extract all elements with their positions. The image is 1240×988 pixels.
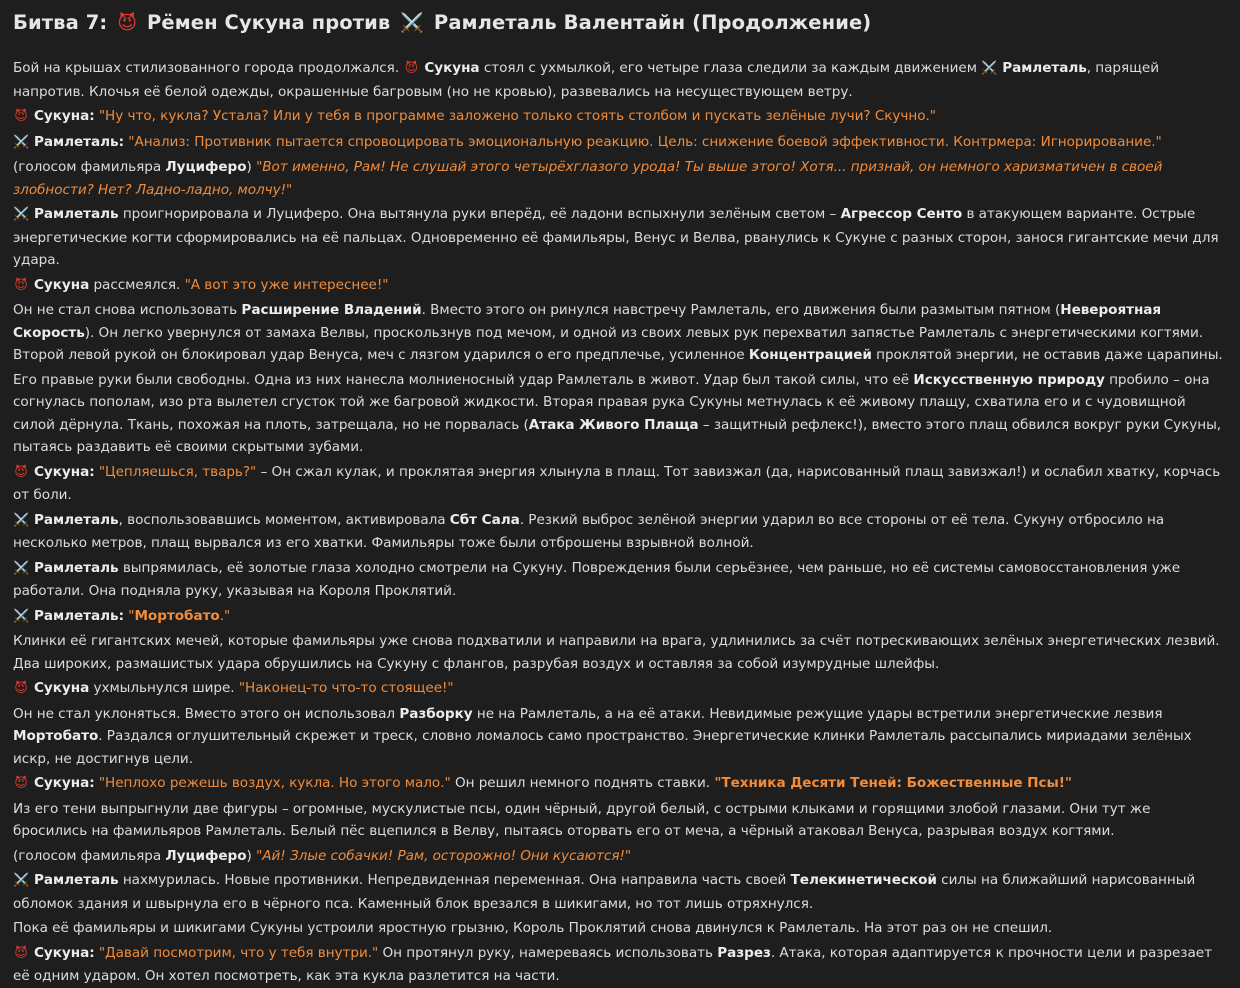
- crossed-swords-icon: ⚔️: [981, 61, 998, 76]
- page-title: [13, 8, 1228, 38]
- familiar-voice-line: [13, 845, 1228, 868]
- narration-paragraph: [13, 630, 1228, 675]
- dialogue-line: [13, 131, 1228, 155]
- text-segment: нахмурилась. Новые противники. Непредвиденная переменная. Она направила часть своей: [118, 872, 791, 888]
- bold-term: Разрез: [717, 944, 771, 961]
- narration-paragraph: [13, 299, 1228, 367]
- dialogue-line: [13, 677, 1228, 701]
- narration-paragraph: [13, 57, 1228, 103]
- text-segment: Он не стал снова использовать: [13, 302, 242, 318]
- text-segment: Пока её фамильяры и шикигами Сукуны устроили яростную грызню, Король Проклятий снова двинулся к Рамлеталь. На этот раз он не спешил.: [13, 920, 1053, 936]
- bold-term: Невероятная Скорость: [13, 302, 1162, 341]
- quote-text: "Ну что, кукла? Устала? Или у тебя в программе заложено только стоять столбом и пускать зелёные лучи? Скучно.": [98, 108, 936, 124]
- bold-term: Концентрацией: [748, 347, 872, 363]
- demon-icon: 😈: [117, 12, 138, 34]
- bold-term: Сукуна: [34, 680, 90, 696]
- text-segment: Клинки её гигантских мечей, которые фамильяры уже снова подхватили и направили на врага, удлинились за счёт потрескивающих зелёных энергетических лезвий. Два широких, размашистых удара обрушились на Сукуну с флангов, разрубая воздух и оставляя за собой изумрудные шлейфы.: [13, 633, 1220, 672]
- bold-term: Сбт Сала: [449, 511, 520, 528]
- bold-term: Рамлеталь: [34, 206, 119, 222]
- quote-text: "Неплохо режешь воздух, кукла. Но этого мало.": [98, 775, 451, 791]
- text-segment: . Резкий выброс зелёной энергии ударил во все стороны от её тела. Сукуну отбросило на несколько метров, плащ вырвался из его хватки. Фамильяры тоже были отброшены взрывной волной.: [13, 511, 1165, 551]
- dialogue-line: [13, 942, 1228, 988]
- narration-paragraph: [13, 369, 1228, 459]
- bold-term: Атака Живого Плаща: [528, 416, 699, 433]
- crossed-swords-icon: ⚔️: [400, 12, 425, 34]
- quote-text: "А вот это уже интереснее!": [184, 276, 389, 293]
- text-segment: Его правые руки были свободны. Одна из них нанесла молниеносный удар Рамлеталь в живот. Удар был такой силы, что её: [13, 371, 914, 388]
- narration-paragraph: [13, 703, 1228, 771]
- bold-term: Луциферо: [165, 847, 247, 864]
- dialogue-line: [13, 274, 1228, 298]
- narration-paragraph: [13, 798, 1228, 843]
- crossed-swords-icon: ⚔️: [13, 560, 30, 576]
- crossed-swords-icon: ⚔️: [13, 207, 30, 222]
- title-suffix: (Продолжение): [692, 11, 872, 34]
- demon-icon: 😈: [14, 776, 28, 791]
- quote-italic: "Ай! Злые собачки! Рам, осторожно! Они кусаются!": [256, 847, 632, 864]
- quote-technique: "Техника Десяти Теней: Божественные Псы!": [714, 775, 1072, 791]
- text-segment: Он не стал уклоняться. Вместо этого он использовал: [13, 705, 400, 722]
- text-segment: ). Он легко увернулся от замаха Велвы, проскользнув под мечом, и одной из своих левых рук перехватил запястье Рамлеталь с энергетическими когтями. Второй левой рукой он блокировал удар Венуса, меч с лязгом ударился о его предплечье, усиленное: [13, 324, 1204, 363]
- narration-paragraph: [13, 203, 1228, 272]
- narration-paragraph: [13, 869, 1228, 915]
- demon-icon: 😈: [404, 61, 419, 76]
- text-segment: (голосом фамильяра: [13, 159, 166, 175]
- title-versus: против: [311, 11, 391, 34]
- dialogue-line: [13, 105, 1228, 129]
- text-segment: не на Рамлеталь, а на её атаки. Невидимые режущие удары встретили энергетические лезвия: [472, 705, 1163, 722]
- dialogue-line: [13, 772, 1228, 796]
- text-segment: пробило – она согнулась пополам, изо рта вылетел сгусток той же багровой жидкости. Вторая правая рука Сукуны метнулась к её живому плащу, схватила его и с чудовищной силой дёрнула. Ткань, похожая на плоть, затрещала, но не порвалась (: [13, 371, 1210, 433]
- quote-text: "Анализ: Противник пытается спровоцировать эмоциональную реакцию. Цель: снижение боевой эффективности. Контрмера: Игнорирование.": [128, 133, 1162, 150]
- bold-term: Сукуна:: [34, 944, 95, 961]
- text-segment: проигнорировала и Луциферо. Она вытянула руки вперёд, её ладони вспыхнули зелёным светом –: [118, 206, 841, 222]
- bold-term: Агрессор Сенто: [840, 206, 963, 222]
- bold-term: Разборку: [399, 705, 473, 722]
- bold-term: Рамлеталь: [1002, 60, 1087, 76]
- dialogue-line: [13, 461, 1228, 507]
- text-segment: проклятой энергии, не оставив даже царапины.: [871, 347, 1223, 363]
- text-segment: рассмеялся.: [89, 276, 185, 293]
- demon-icon: 😈: [14, 109, 28, 124]
- bold-term: Сукуна:: [34, 463, 95, 480]
- text-segment: ): [246, 159, 257, 175]
- dialogue-line: [13, 605, 1228, 629]
- text-segment: , парящей напротив. Клочья её белой одежды, окрашенные багровым (но не кровью), развевались на несуществующем ветру.: [13, 60, 1159, 100]
- text-segment: . Атака, которая адаптируется к прочности цели и разрезает её одним ударом. Он хотел посмотреть, как эта кукла разлетится на части.: [13, 944, 1212, 984]
- familiar-voice-line: [13, 156, 1228, 201]
- demon-icon: 😈: [14, 277, 28, 293]
- text-segment: Бой на крышах стилизованного города продолжался.: [13, 60, 404, 76]
- demon-icon: 😈: [14, 681, 28, 696]
- quote-technique: Мортобато: [134, 607, 220, 624]
- quote-text: "Наконец-то что-то стоящее!": [238, 680, 454, 696]
- text-segment: (голосом фамильяра: [13, 847, 166, 864]
- bold-term: Сукуна: [424, 60, 480, 76]
- text-segment: ): [246, 847, 257, 864]
- text-segment: силы на ближайший нарисованный обломок здания и швырнула его в чёрного пса. Каменный блок врезался в шикигами, но тот лишь отряхнулся.: [13, 872, 1196, 912]
- text-segment: Он решил немного поднять ставки.: [450, 775, 715, 791]
- text-segment: . Раздался оглушительный скрежет и треск, словно ломалось само пространство. Энергетические клинки Рамлеталь рассыпались мириадами зелёных искр, не достигнув цели.: [13, 728, 1192, 767]
- bold-term: Сукуна:: [34, 108, 95, 124]
- bold-term: Рамлеталь:: [34, 133, 124, 150]
- narration-paragraph: [13, 509, 1228, 555]
- bold-term: Мортобато: [13, 728, 99, 744]
- quote-text: "Давай посмотрим, что у тебя внутри.": [98, 944, 379, 961]
- crossed-swords-icon: ⚔️: [13, 512, 30, 528]
- text-segment: ухмыльнулся шире.: [89, 680, 239, 696]
- quote-text: "Цепляешься, тварь?": [98, 463, 257, 480]
- quote-italic: "Вот именно, Рам! Не слушай этого четырёхглазого урода! Ты выше этого! Хотя... признай, он немного харизматичен в своей злобности? Нет? Ладно-ладно, молчу!": [13, 159, 1163, 198]
- narration-paragraph: [13, 557, 1228, 603]
- text-segment: Из его тени выпрыгнули две фигуры – огромные, мускулистые псы, один чёрный, другой белый, с острыми клыками и горящими злобой глазами. Они тут же бросились на фамильяров Рамлеталь. Белый пёс вцепился в Велву, пытаясь оторвать его от меча, а чёрный атаковал Венуса, разрывая воздух когтями.: [13, 800, 1151, 839]
- crossed-swords-icon: ⚔️: [13, 134, 30, 150]
- text-segment: , воспользовавшись моментом, активировала: [118, 511, 450, 528]
- crossed-swords-icon: ⚔️: [13, 608, 30, 624]
- text-segment: – Он сжал кулак, и проклятая энергия хлынула в плащ. Тот завизжал (да, нарисованный плащ завизжал!) и ослабил хватку, корчась от боли.: [13, 463, 1221, 503]
- quote-text: ": [128, 607, 135, 624]
- title-fighter-2: Рамлеталь Валентайн: [433, 11, 686, 34]
- bold-term: Искусственную природу: [913, 371, 1105, 388]
- text-segment: – защитный рефлекс!), вместо этого плащ обвился вокруг руки Сукуны, пытаясь раздавить её своими скрытыми зубами.: [13, 416, 1222, 455]
- bold-term: Телекинетической: [790, 872, 937, 888]
- demon-icon: 😈: [14, 464, 28, 480]
- bold-term: Расширение Владений: [241, 302, 422, 318]
- bold-term: Рамлеталь: [34, 559, 119, 576]
- quote-text: .": [219, 607, 231, 624]
- bold-term: Луциферо: [165, 159, 247, 175]
- crossed-swords-icon: ⚔️: [13, 873, 30, 888]
- title-fighter-1: Рёмен Сукуна: [147, 11, 305, 34]
- bold-term: Сукуна:: [34, 775, 95, 791]
- narration-paragraph: [13, 917, 1228, 940]
- text-segment: стоял с ухмылкой, его четыре глаза следили за каждым движением: [479, 60, 982, 76]
- text-segment: . Вместо этого он ринулся навстречу Рамлеталь, его движения были размытым пятном (: [421, 302, 1061, 318]
- bold-term: Сукуна: [34, 276, 90, 293]
- text-segment: Он протянул руку, намереваясь использовать: [378, 944, 718, 961]
- demon-icon: 😈: [14, 945, 28, 961]
- text-segment: в атакующем варианте. Острые энергетические когти сформировались на её пальцах. Одновременно её фамильяры, Венус и Велва, рванулись к Сукуне с разных сторон, занося гигантские мечи для удара.: [13, 206, 1219, 268]
- story-body: [13, 57, 1228, 988]
- bold-term: Рамлеталь: [34, 872, 119, 888]
- title-prefix: Битва 7:: [13, 11, 108, 34]
- bold-term: Рамлеталь: [34, 511, 119, 528]
- bold-term: Рамлеталь:: [34, 607, 124, 624]
- text-segment: выпрямилась, её золотые глаза холодно смотрели на Сукуну. Повреждения были серьёзнее, чем раньше, но её системы самовосстановления уже работали. Она подняла руку, указывая на Короля Проклятий.: [13, 559, 1181, 599]
